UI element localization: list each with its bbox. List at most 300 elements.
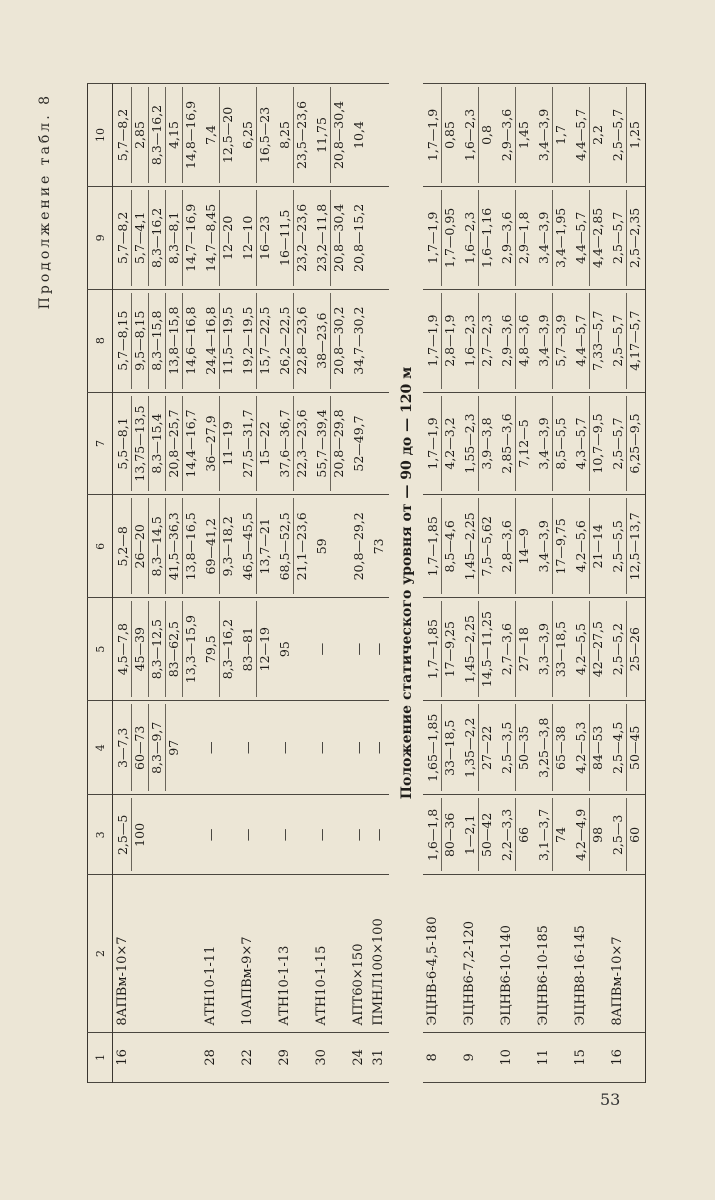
column-header-7: 7 [88, 392, 113, 495]
cell-value: 2,2—3,3 [499, 808, 514, 862]
cell-c4 [460, 701, 497, 795]
cell-value: — [277, 828, 292, 842]
cell-c3 [497, 795, 534, 875]
cell-c10 [113, 84, 202, 187]
cell-value: 8,3—8,1 [165, 190, 182, 286]
cell-c6 [113, 495, 202, 598]
cell-value: 1,45—2,25 [462, 512, 477, 581]
data-table [87, 83, 646, 1083]
column-header-10: 10 [88, 84, 113, 187]
cell-value: 7,5—5,62 [478, 498, 495, 594]
cell-value: 83—62,5 [165, 601, 182, 697]
row-number: 28 [201, 1032, 238, 1082]
cell-value: 66 [515, 799, 532, 872]
cell-value: 23,5—23,6 [293, 87, 310, 183]
row-number: 8 [423, 1032, 460, 1082]
cell-value: 50—35 [515, 704, 532, 791]
cell-value: 5,7—8,15 [115, 310, 130, 371]
cell-value: 2,5—5,5 [610, 520, 625, 573]
cell-c10 [534, 84, 571, 187]
row-number: 16 [113, 1032, 202, 1082]
table-row [201, 84, 238, 1083]
cell-value: 41,5—36,3 [165, 498, 182, 594]
row-number: 16 [608, 1032, 646, 1082]
cell-value: 9,5—8,15 [131, 293, 148, 389]
cell-value: 10,4 [351, 121, 366, 149]
cell-c3 [369, 795, 389, 875]
cell-value: 1,7—1,9 [425, 417, 440, 470]
cell-value: 17—9,75 [552, 498, 569, 594]
cell-value: 14—9 [515, 498, 532, 594]
cell-value: 12—19 [256, 601, 273, 697]
pump-model: АТН10-1-15 [312, 875, 349, 1032]
cell-value: 7,33—5,7 [589, 293, 606, 389]
cell-value: 13,7—21 [256, 498, 273, 594]
cell-value: 8,5—5,5 [552, 396, 569, 492]
cell-value: 4,5—7,8 [115, 623, 130, 676]
cell-value: — [351, 828, 366, 842]
cell-value: 1,7 [552, 87, 569, 183]
cell-value: 11,5—19,5 [219, 293, 236, 389]
cell-value: 13,8—16,5 [182, 498, 199, 594]
cell-c3 [275, 795, 312, 875]
cell-value: 15,7—22,5 [256, 293, 273, 389]
cell-value: 3,25—3,8 [536, 717, 551, 778]
cell-value: 17—9,25 [441, 601, 458, 697]
cell-value: 4,2—5,5 [573, 623, 588, 676]
cell-c8 [534, 289, 571, 392]
cell-value: 8,3—9,7 [148, 704, 165, 791]
cell-c5 [571, 598, 608, 701]
cell-value: 83—81 [240, 627, 255, 672]
cell-value: 14,7—16,9 [182, 190, 199, 286]
cell-value: 50—42 [478, 799, 495, 872]
cell-value: 3,4—3,9 [536, 417, 551, 470]
section-row [389, 84, 423, 1083]
cell-value: 12,5—20 [219, 87, 236, 183]
cell-value: 2,9—3,6 [499, 108, 514, 162]
cell-c5 [423, 598, 460, 701]
cell-c10 [423, 84, 460, 187]
cell-value: 7,4 [203, 125, 218, 145]
pump-model: 8АПВм-10×7 [113, 875, 202, 1032]
cell-c6 [497, 495, 534, 598]
pump-model: ЭЦНВ6-10-185 [534, 875, 571, 1032]
cell-c6 [460, 495, 497, 598]
cell-c4 [113, 701, 202, 795]
cell-c5 [238, 598, 275, 701]
cell-value: 13,3—15,9 [182, 601, 199, 697]
pump-model: ЭЦНВ6-10-140 [497, 875, 534, 1032]
cell-c6 [238, 495, 275, 598]
cell-c6 [423, 495, 460, 598]
cell-value: 1,6—1,8 [425, 808, 440, 862]
cell-value: 8,3—14,5 [148, 498, 165, 594]
cell-c5 [113, 598, 202, 701]
row-number: 30 [312, 1032, 349, 1082]
cell-value: 27—22 [478, 704, 495, 791]
cell-value: — [240, 741, 255, 755]
cell-value: 1,7—1,9 [425, 211, 440, 264]
cell-c8 [497, 289, 534, 392]
cell-value: 4,4—5,7 [573, 108, 588, 162]
cell-c3 [534, 795, 571, 875]
cell-value: 2,8—3,6 [499, 520, 514, 573]
cell-c9 [571, 186, 608, 289]
cell-c7 [571, 392, 608, 495]
cell-c8 [608, 289, 646, 392]
cell-value: 1,6—2,3 [462, 108, 477, 162]
cell-c10 [571, 84, 608, 187]
cell-c9 [113, 186, 202, 289]
cell-c8 [571, 289, 608, 392]
cell-value: 20,8—25,7 [165, 396, 182, 492]
cell-value: 8,3—15,8 [148, 293, 165, 389]
cell-value: 6,25—9,5 [626, 396, 643, 492]
cell-value: 13,8—15,8 [165, 293, 182, 389]
cell-value: 33—18,5 [441, 704, 458, 791]
table-row [423, 84, 460, 1083]
cell-c7 [369, 392, 389, 495]
cell-c5 [608, 598, 646, 701]
cell-value: 69—41,2 [203, 518, 218, 575]
cell-c9 [275, 186, 312, 289]
cell-value: — [240, 828, 255, 842]
cell-c4 [534, 701, 571, 795]
pump-model: ПМНЛ100×100 [369, 875, 389, 1032]
cell-value: 27—18 [515, 601, 532, 697]
cell-value: — [203, 741, 218, 755]
column-header-1: 1 [88, 1032, 113, 1082]
table-row [369, 84, 389, 1083]
cell-c7 [608, 392, 646, 495]
cell-value: 2,85 [131, 87, 148, 183]
cell-value: 26—20 [131, 498, 148, 594]
page-number: 53 [600, 1090, 621, 1109]
cell-value: 3,4—3,9 [536, 108, 551, 162]
table-row [608, 84, 646, 1083]
column-header-row [88, 84, 113, 1083]
cell-c10 [201, 84, 238, 187]
cell-value: 2,9—1,8 [515, 190, 532, 286]
cell-value: 15—22 [256, 396, 273, 492]
cell-value: 20,8—30,4 [330, 190, 347, 286]
cell-value: 1,7—1,9 [425, 314, 440, 367]
table-caption: Продолжение табл. 8 [37, 93, 53, 310]
cell-value: 14,6—16,8 [182, 293, 199, 389]
cell-value: 22,3—23,6 [293, 396, 310, 492]
cell-value: 20,8—29,8 [330, 396, 347, 492]
cell-c9 [201, 186, 238, 289]
cell-value: 2,5—5 [115, 814, 130, 856]
cell-c7 [423, 392, 460, 495]
cell-value: 1,45—2,25 [462, 615, 477, 684]
table-row [460, 84, 497, 1083]
row-number: 24 [349, 1032, 369, 1082]
cell-c5 [460, 598, 497, 701]
cell-value: 3,4—3,9 [536, 211, 551, 264]
cell-c9 [423, 186, 460, 289]
cell-c3 [349, 795, 369, 875]
cell-value: 24,4—16,8 [203, 306, 218, 375]
cell-value: 21—14 [589, 498, 606, 594]
cell-c4 [571, 701, 608, 795]
cell-value: 20,8—15,2 [351, 203, 366, 272]
cell-value: 27,5—31,7 [240, 409, 255, 478]
cell-c7 [312, 392, 349, 495]
table-row [238, 84, 275, 1083]
cell-value: 4,8—3,6 [515, 293, 532, 389]
rotated-table-region [37, 83, 685, 1083]
cell-value: 2,5—2,35 [626, 190, 643, 286]
cell-c4 [423, 701, 460, 795]
cell-value: 8,3—12,5 [148, 601, 165, 697]
pump-model: ЭЦНВ8-16-145 [571, 875, 608, 1032]
cell-value: 8,3—15,4 [148, 396, 165, 492]
cell-c10 [312, 84, 349, 187]
cell-c8 [460, 289, 497, 392]
cell-value: 25—26 [626, 601, 643, 697]
cell-value: 22,8—23,6 [293, 293, 310, 389]
cell-c9 [608, 186, 646, 289]
section-title: Положение статического уровня от — 90 до — 120 м [399, 366, 415, 800]
cell-value: 4,2—5,6 [573, 520, 588, 573]
column-header-9: 9 [88, 186, 113, 289]
cell-value: 60—73 [131, 704, 148, 791]
cell-c7 [238, 392, 275, 495]
cell-value: — [314, 741, 329, 755]
cell-c6 [534, 495, 571, 598]
cell-value: 84—53 [589, 704, 606, 791]
cell-c6 [201, 495, 238, 598]
cell-c7 [113, 392, 202, 495]
cell-value: 79,5 [203, 635, 218, 664]
cell-value: 95 [277, 641, 292, 658]
table-row [571, 84, 608, 1083]
cell-value: 1,7—1,85 [425, 516, 440, 577]
cell-value: 3,9—3,8 [478, 396, 495, 492]
cell-value: 5,7—3,9 [552, 293, 569, 389]
table-row [497, 84, 534, 1083]
cell-c7 [460, 392, 497, 495]
cell-c3 [423, 795, 460, 875]
row-number: 15 [571, 1032, 608, 1082]
cell-c3 [113, 795, 202, 875]
cell-value: 16—23 [256, 190, 273, 286]
cell-c7 [275, 392, 312, 495]
cell-c8 [113, 289, 202, 392]
cell-value: — [371, 642, 386, 656]
column-header-4: 4 [88, 701, 113, 795]
cell-value: 4,4—5,7 [573, 211, 588, 264]
cell-value: 45—39 [131, 601, 148, 697]
pump-model: АТН10-1-11 [201, 875, 238, 1032]
cell-c5 [534, 598, 571, 701]
cell-value: 6,25 [240, 121, 255, 149]
cell-value: 20,8—30,2 [330, 293, 347, 389]
cell-value: 50—45 [626, 704, 643, 791]
cell-value: 2,5—5,7 [610, 211, 625, 264]
cell-c3 [460, 795, 497, 875]
row-number: 10 [497, 1032, 534, 1082]
cell-value: 33—18,5 [552, 601, 569, 697]
column-header-2: 2 [88, 875, 113, 1032]
cell-value: — [203, 828, 218, 842]
cell-c3 [571, 795, 608, 875]
pump-model: ЭЦНВ6-7,2-120 [460, 875, 497, 1032]
cell-value: 1,45 [515, 87, 532, 183]
cell-value: 1—2,1 [462, 814, 477, 856]
cell-value: 14,8—16,9 [182, 87, 199, 183]
cell-value: 13,75—13,5 [131, 396, 148, 492]
cell-value: 16,5—23 [256, 87, 273, 183]
cell-value: 8,3—16,2 [219, 601, 236, 697]
cell-value: 2,5—5,7 [610, 314, 625, 367]
cell-c8 [349, 289, 369, 392]
row-number: 29 [275, 1032, 312, 1082]
pump-model: ЭЦНВ-6-4,5-180 [423, 875, 460, 1032]
cell-value: 1,65—1,85 [425, 713, 440, 782]
cell-c6 [369, 495, 389, 598]
cell-value: 1,7—1,9 [425, 108, 440, 162]
cell-c8 [369, 289, 389, 392]
pump-model: 8АПВм-10×7 [608, 875, 646, 1032]
cell-value: 20,8—29,2 [351, 512, 366, 581]
cell-value: 19,2—19,5 [240, 306, 255, 375]
cell-c10 [460, 84, 497, 187]
cell-c9 [238, 186, 275, 289]
cell-value: 14,4—16,7 [182, 396, 199, 492]
cell-value: 2,5—3 [610, 814, 625, 856]
cell-value: 1,55—2,3 [462, 413, 477, 474]
cell-value: 4,17—5,7 [626, 293, 643, 389]
cell-c9 [369, 186, 389, 289]
cell-c4 [608, 701, 646, 795]
cell-value: 52—49,7 [351, 415, 366, 472]
cell-c7 [349, 392, 369, 495]
cell-c9 [349, 186, 369, 289]
cell-value: 46,5—45,5 [240, 512, 255, 581]
cell-value: 2,9—3,6 [499, 314, 514, 367]
pump-model: АТН10-1-13 [275, 875, 312, 1032]
column-header-6: 6 [88, 495, 113, 598]
cell-value: 3—7,3 [115, 727, 130, 768]
cell-value: 36—27,9 [203, 415, 218, 472]
cell-value: 10,7—9,5 [589, 396, 606, 492]
cell-value: 4,3—5,7 [573, 417, 588, 470]
cell-value: 60 [626, 799, 643, 872]
cell-c6 [312, 495, 349, 598]
cell-value: 12,5—13,7 [626, 498, 643, 594]
cell-value: 2,5—4,5 [610, 721, 625, 774]
cell-value: 21,1—23,6 [293, 498, 310, 594]
cell-c6 [571, 495, 608, 598]
cell-value: 3,1—3,7 [536, 808, 551, 862]
cell-c9 [497, 186, 534, 289]
cell-value: 1,7—0,95 [441, 190, 458, 286]
cell-value: 59 [314, 538, 329, 555]
cell-c7 [534, 392, 571, 495]
table-row [534, 84, 571, 1083]
cell-value: 9,3—18,2 [219, 498, 236, 594]
cell-value: 2,7—2,3 [478, 293, 495, 389]
table-row [349, 84, 369, 1083]
cell-value: 74 [552, 799, 569, 872]
cell-c8 [275, 289, 312, 392]
cell-value: 7,12—5 [515, 396, 532, 492]
cell-c4 [497, 701, 534, 795]
row-number: 22 [238, 1032, 275, 1082]
cell-value: 2,5—3,5 [499, 721, 514, 774]
cell-value: 37,6—36,7 [277, 409, 292, 478]
cell-c10 [238, 84, 275, 187]
cell-value: — [371, 828, 386, 842]
cell-value: — [371, 741, 386, 755]
cell-value: 20,8—30,4 [330, 87, 347, 183]
cell-value: 38—23,6 [314, 312, 329, 369]
cell-c3 [312, 795, 349, 875]
cell-c6 [608, 495, 646, 598]
row-number: 9 [460, 1032, 497, 1082]
cell-value: 2,5—5,7 [610, 108, 625, 162]
cell-value: 98 [589, 799, 606, 872]
cell-value: 1,6—2,3 [462, 314, 477, 367]
cell-c8 [201, 289, 238, 392]
cell-value: 100 [131, 799, 148, 872]
cell-c10 [497, 84, 534, 187]
cell-c5 [312, 598, 349, 701]
cell-value: 65—38 [552, 704, 569, 791]
cell-value: — [351, 741, 366, 755]
cell-value: 23,2—23,6 [293, 190, 310, 286]
cell-value: — [314, 828, 329, 842]
cell-value: 8,5—4,6 [441, 498, 458, 594]
cell-c10 [369, 84, 389, 187]
cell-c10 [275, 84, 312, 187]
cell-value: 26,2—22,5 [277, 306, 292, 375]
cell-value: 42—27,5 [589, 601, 606, 697]
cell-value: — [277, 741, 292, 755]
cell-value: 1,25 [626, 87, 643, 183]
cell-value: 3,4—3,9 [536, 314, 551, 367]
cell-value: 12—10 [240, 215, 255, 260]
cell-value: 0,8 [478, 87, 495, 183]
cell-value: 5,2—8 [115, 526, 130, 567]
cell-value: 3,4—1,95 [552, 190, 569, 286]
cell-value: 2,85—3,6 [499, 413, 514, 474]
cell-c4 [238, 701, 275, 795]
cell-value: 4,2—3,2 [441, 396, 458, 492]
cell-c4 [349, 701, 369, 795]
cell-value: 4,2—5,3 [573, 721, 588, 774]
cell-c4 [312, 701, 349, 795]
cell-value: 80—36 [441, 799, 458, 872]
cell-c10 [349, 84, 369, 187]
cell-value: 23,2—11,8 [314, 203, 329, 272]
cell-c4 [201, 701, 238, 795]
row-number: 31 [369, 1032, 389, 1082]
cell-value: 14,7—8,45 [203, 203, 218, 272]
cell-value: 68,5—52,5 [277, 512, 292, 581]
cell-c9 [312, 186, 349, 289]
cell-value: 11,75 [314, 117, 329, 153]
cell-c7 [201, 392, 238, 495]
cell-value: — [314, 642, 329, 656]
cell-value: 16—11,5 [277, 209, 292, 266]
cell-value: 4,4—5,7 [573, 314, 588, 367]
cell-value: 2,5—5,7 [610, 417, 625, 470]
cell-value: 55,7—39,4 [314, 409, 329, 478]
